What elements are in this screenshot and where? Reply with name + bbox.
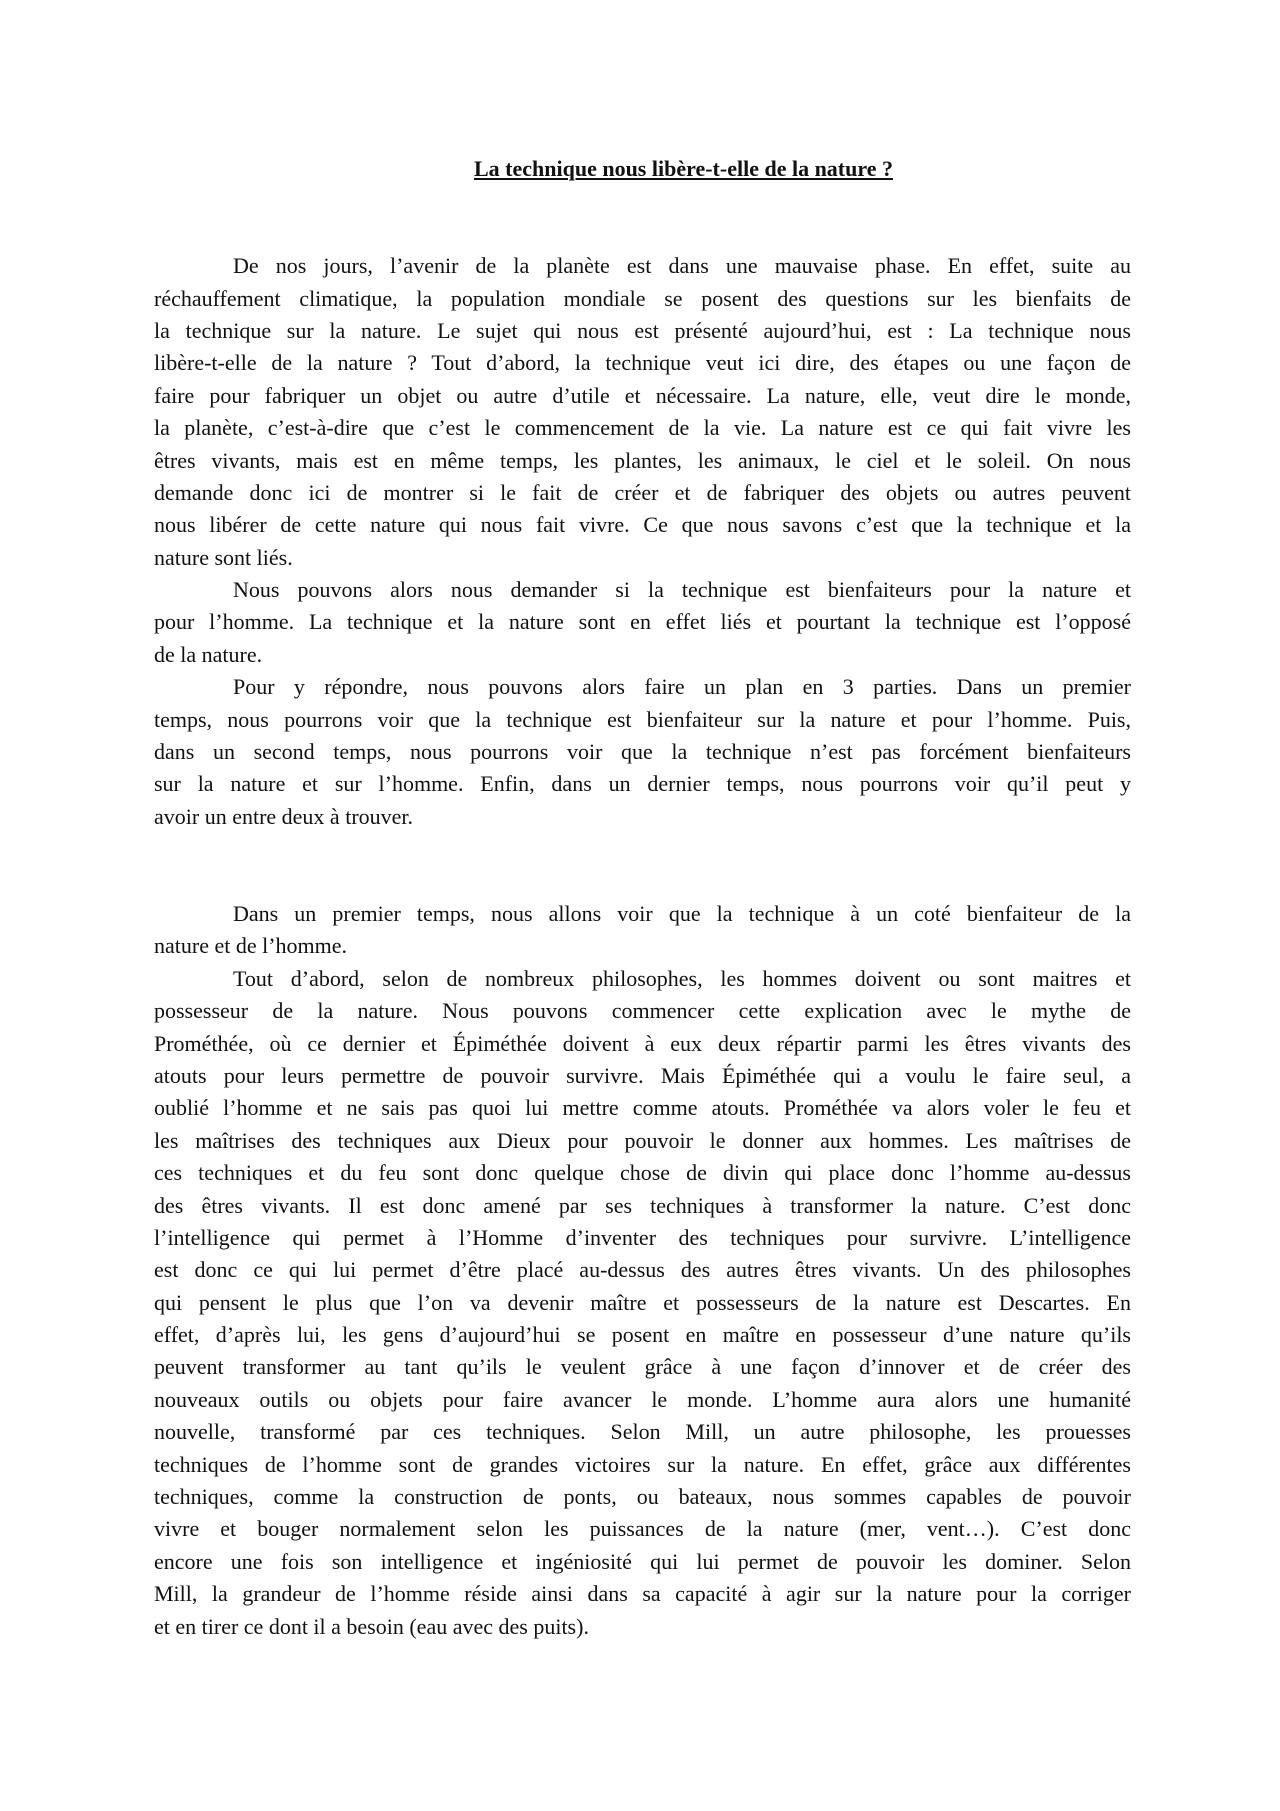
- text-line: Prométhée, où ce dernier et Épiméthée doivent à eux deux répartir parmi les êtres vivants des: [154, 1030, 1131, 1056]
- text-line: avoir un entre deux à trouver.: [154, 803, 414, 829]
- text-line: la planète, c’est-à-dire que c’est le commencement de la vie. La nature est ce qui fait vivre les: [154, 415, 1131, 441]
- paragraph-part-one-intro: [154, 898, 1131, 963]
- text-line: ces techniques et du feu sont donc quelque chose de divin qui place donc l’homme au-dessus: [154, 1160, 1131, 1186]
- text-line: temps, nous pourrons voir que la technique est bienfaiteur sur la nature et pour l’homme. Puis,: [154, 706, 1131, 732]
- text-line: techniques de l’homme sont de grandes victoires sur la nature. En effet, grâce aux différentes: [154, 1451, 1131, 1477]
- text-line: la technique sur la nature. Le sujet qui nous est présenté aujourd’hui, est : La technique nous: [154, 317, 1131, 343]
- text-line: qui pensent le plus que l’on va devenir maître et possesseurs de la nature est Descartes. En: [154, 1289, 1131, 1315]
- blank-line: [154, 866, 1131, 898]
- text-line: nature et de l’homme.: [154, 933, 348, 959]
- text-line: Tout d’abord, selon de nombreux philosophes, les hommes doivent ou sont maitres et: [233, 965, 1131, 991]
- text-line: oublié l’homme et ne sais pas quoi lui mettre comme atouts. Prométhée va alors voler le feu et: [154, 1095, 1131, 1121]
- text-line: nouveaux outils ou objets pour faire avancer le monde. L’homme aura alors une humanité: [154, 1386, 1131, 1412]
- blank-line: [154, 833, 1131, 865]
- text-line: De nos jours, l’avenir de la planète est dans une mauvaise phase. En effet, suite au: [233, 253, 1131, 279]
- text-line: effet, d’après lui, les gens d’aujourd’hui se posent en maître en possesseur d’une nature qu’ils: [154, 1322, 1131, 1348]
- paragraph-plan: [154, 671, 1131, 833]
- text-line: nous libérer de cette nature qui nous fait vivre. Ce que nous savons c’est que la technique et la: [154, 512, 1131, 538]
- text-line: Nous pouvons alors nous demander si la technique est bienfaiteurs pour la nature et: [233, 577, 1131, 603]
- blank-line: [154, 185, 1131, 217]
- text-line: demande donc ici de montrer si le fait de créer et de fabriquer des objets ou autres peuvent: [154, 479, 1131, 505]
- text-line: pour l’homme. La technique et la nature sont en effet liés et pourtant la technique est l’opposé: [154, 609, 1131, 635]
- text-line: l’intelligence qui permet à l’Homme d’inventer des techniques pour survivre. L’intelligence: [154, 1224, 1131, 1250]
- text-line: possesseur de la nature. Nous pouvons commencer cette explication avec le mythe de: [154, 998, 1131, 1024]
- text-line: nouvelle, transformé par ces techniques. Selon Mill, un autre philosophe, les prouesses: [154, 1419, 1131, 1445]
- text-line: atouts pour leurs permettre de pouvoir survivre. Mais Épiméthée qui a voulu le faire seul, a: [154, 1062, 1131, 1088]
- text-line: de la nature.: [154, 641, 263, 667]
- text-line: et en tirer ce dont il a besoin (eau avec des puits).: [154, 1613, 589, 1639]
- text-line: sur la nature et sur l’homme. Enfin, dans un dernier temps, nous pourrons voir qu’il peut y: [154, 771, 1131, 797]
- text-line: les maîtrises des techniques aux Dieux pour pouvoir le donner aux hommes. Les maîtrises de: [154, 1127, 1131, 1153]
- paragraph-problem: [154, 574, 1131, 671]
- text-line: Pour y répondre, nous pouvons alors faire un plan en 3 parties. Dans un premier: [233, 674, 1131, 700]
- paragraph-intro: [154, 250, 1131, 574]
- text-line: libère-t-elle de la nature ? Tout d’abord, la technique veut ici dire, des étapes ou une façon de: [154, 350, 1131, 376]
- text-line: est donc ce qui lui permet d’être placé au-dessus des autres êtres vivants. Un des philosophes: [154, 1257, 1131, 1283]
- text-line: nature sont liés.: [154, 544, 293, 570]
- text-line: êtres vivants, mais est en même temps, les plantes, les animaux, le ciel et le soleil. On nous: [154, 447, 1131, 473]
- text-line: encore une fois son intelligence et ingéniosité qui lui permet de pouvoir les dominer. Selon: [154, 1548, 1131, 1574]
- text-line: vivre et bouger normalement selon les puissances de la nature (mer, vent…). C’est donc: [154, 1516, 1131, 1542]
- text-line: Dans un premier temps, nous allons voir que la technique à un coté bienfaiteur de la: [233, 900, 1131, 926]
- blank-line: [154, 218, 1131, 250]
- text-line: peuvent transformer au tant qu’ils le veulent grâce à une façon d’innover et de créer des: [154, 1354, 1131, 1380]
- document-title: La technique nous libère-t-elle de la nature ?: [473, 156, 893, 181]
- text-line: Mill, la grandeur de l’homme réside ainsi dans sa capacité à agir sur la nature pour la corriger: [154, 1581, 1131, 1607]
- paragraph-part-one-body: [154, 963, 1131, 1643]
- text-line: des êtres vivants. Il est donc amené par ses techniques à transformer la nature. C’est donc: [154, 1192, 1131, 1218]
- text-line: réchauffement climatique, la population mondiale se posent des questions sur les bienfaits de: [154, 285, 1131, 311]
- text-line: dans un second temps, nous pourrons voir que la technique n’est pas forcément bienfaiteurs: [154, 739, 1131, 765]
- document-page: [154, 153, 1131, 1643]
- text-line: faire pour fabriquer un objet ou autre d’utile et nécessaire. La nature, elle, veut dire le monde,: [154, 382, 1131, 408]
- text-line: techniques, comme la construction de ponts, ou bateaux, nous sommes capables de pouvoir: [154, 1484, 1131, 1510]
